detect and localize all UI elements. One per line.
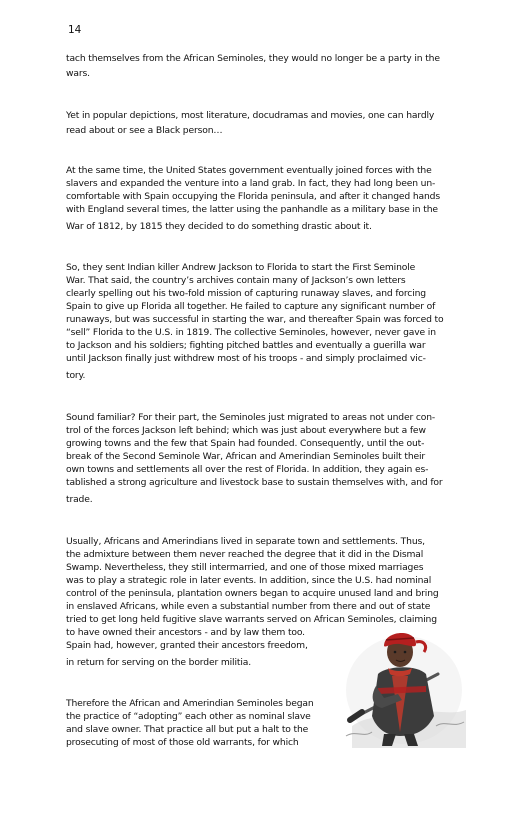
seminole-warrior-illustration <box>342 616 472 748</box>
text-line: Swamp. Nevertheless, they still intermarried, and one of those mixed marriages <box>66 562 424 573</box>
text-line: control of the peninsula, plantation owners began to acquire unused land and bring <box>66 588 439 599</box>
text-line: tach themselves from the African Seminoles, they would no longer be a party in the <box>66 53 440 64</box>
text-line: read about or see a Black person… <box>66 125 223 136</box>
text-line: slavers and expanded the venture into a land grab. In fact, they had long been un- <box>66 178 436 189</box>
text-line: and slave owner. That practice all but put a halt to the <box>66 724 309 735</box>
text-line: Usually, Africans and Amerindians lived in separate town and settlements. Thus, <box>66 536 425 547</box>
text-line: tablished a strong agriculture and livestock base to sustain themselves with, and for <box>66 477 443 488</box>
text-line: with England several times, the latter using the panhandle as a military base in the <box>66 204 438 215</box>
text-line: in return for serving on the border militia. <box>66 657 251 668</box>
text-line: Spain to give up Florida all together. He failed to capture any significant number of <box>66 301 436 312</box>
text-line: Sound familiar? For their part, the Seminoles just migrated to areas not under con- <box>66 412 436 423</box>
text-line: until Jackson finally just withdrew most of his troops - and simply proclaimed vic- <box>66 353 426 364</box>
text-line: So, they sent Indian killer Andrew Jackson to Florida to start the First Seminole <box>66 262 416 273</box>
text-line: “sell” Florida to the U.S. in 1819. The collective Seminoles, however, never gave in <box>66 327 436 338</box>
text-line: War. That said, the country’s archives contain many of Jackson’s own letters <box>66 275 406 286</box>
text-line: tory. <box>66 370 86 381</box>
text-line: trol of the forces Jackson left behind; which was just about everywhere but a few <box>66 425 426 436</box>
text-line: tried to get long held fugitive slave warrants served on African Seminoles, claiming <box>66 614 437 625</box>
text-line: Therefore the African and Amerindian Seminoles began <box>66 698 314 709</box>
text-line: War of 1812, by 1815 they decided to do something drastic about it. <box>66 221 372 232</box>
text-line: runaways, but was successful in starting the war, and thereafter Spain was forced to <box>66 314 444 325</box>
text-line: to have owned their ancestors - and by law them too. <box>66 627 305 638</box>
text-line: comfortable with Spain occupying the Florida peninsula, and after it changed hands <box>66 191 440 202</box>
text-line: At the same time, the United States government eventually joined forces with the <box>66 165 432 176</box>
page-number: 14 <box>68 24 82 36</box>
text-line: growing towns and the few that Spain had founded. Consequently, until the out- <box>66 438 425 449</box>
text-line: wars. <box>66 68 90 79</box>
text-line: clearly spelling out his two-fold mission of capturing runaway slaves, and forcing <box>66 288 426 299</box>
text-line: Spain had, however, granted their ancestors freedom, <box>66 640 308 651</box>
text-line: in enslaved Africans, while even a substantial number from there and out of state <box>66 601 431 612</box>
text-line: prosecuting of most of those old warrants, for which <box>66 737 299 748</box>
text-line: trade. <box>66 494 93 505</box>
text-line: to Jackson and his soldiers; fighting pitched battles and eventually a guerilla war <box>66 340 426 351</box>
text-line: the admixture between them never reached the degree that it did in the Dismal <box>66 549 424 560</box>
text-line: was to play a strategic role in later events. In addition, since the U.S. had nominal <box>66 575 432 586</box>
text-line: own towns and settlements all over the rest of Florida. In addition, they again es- <box>66 464 429 475</box>
text-line: Yet in popular depictions, most literature, docudramas and movies, one can hardly <box>66 110 435 121</box>
text-line: break of the Second Seminole War, African and Amerindian Seminoles built their <box>66 451 426 462</box>
text-line: the practice of “adopting” each other as nominal slave <box>66 711 311 722</box>
